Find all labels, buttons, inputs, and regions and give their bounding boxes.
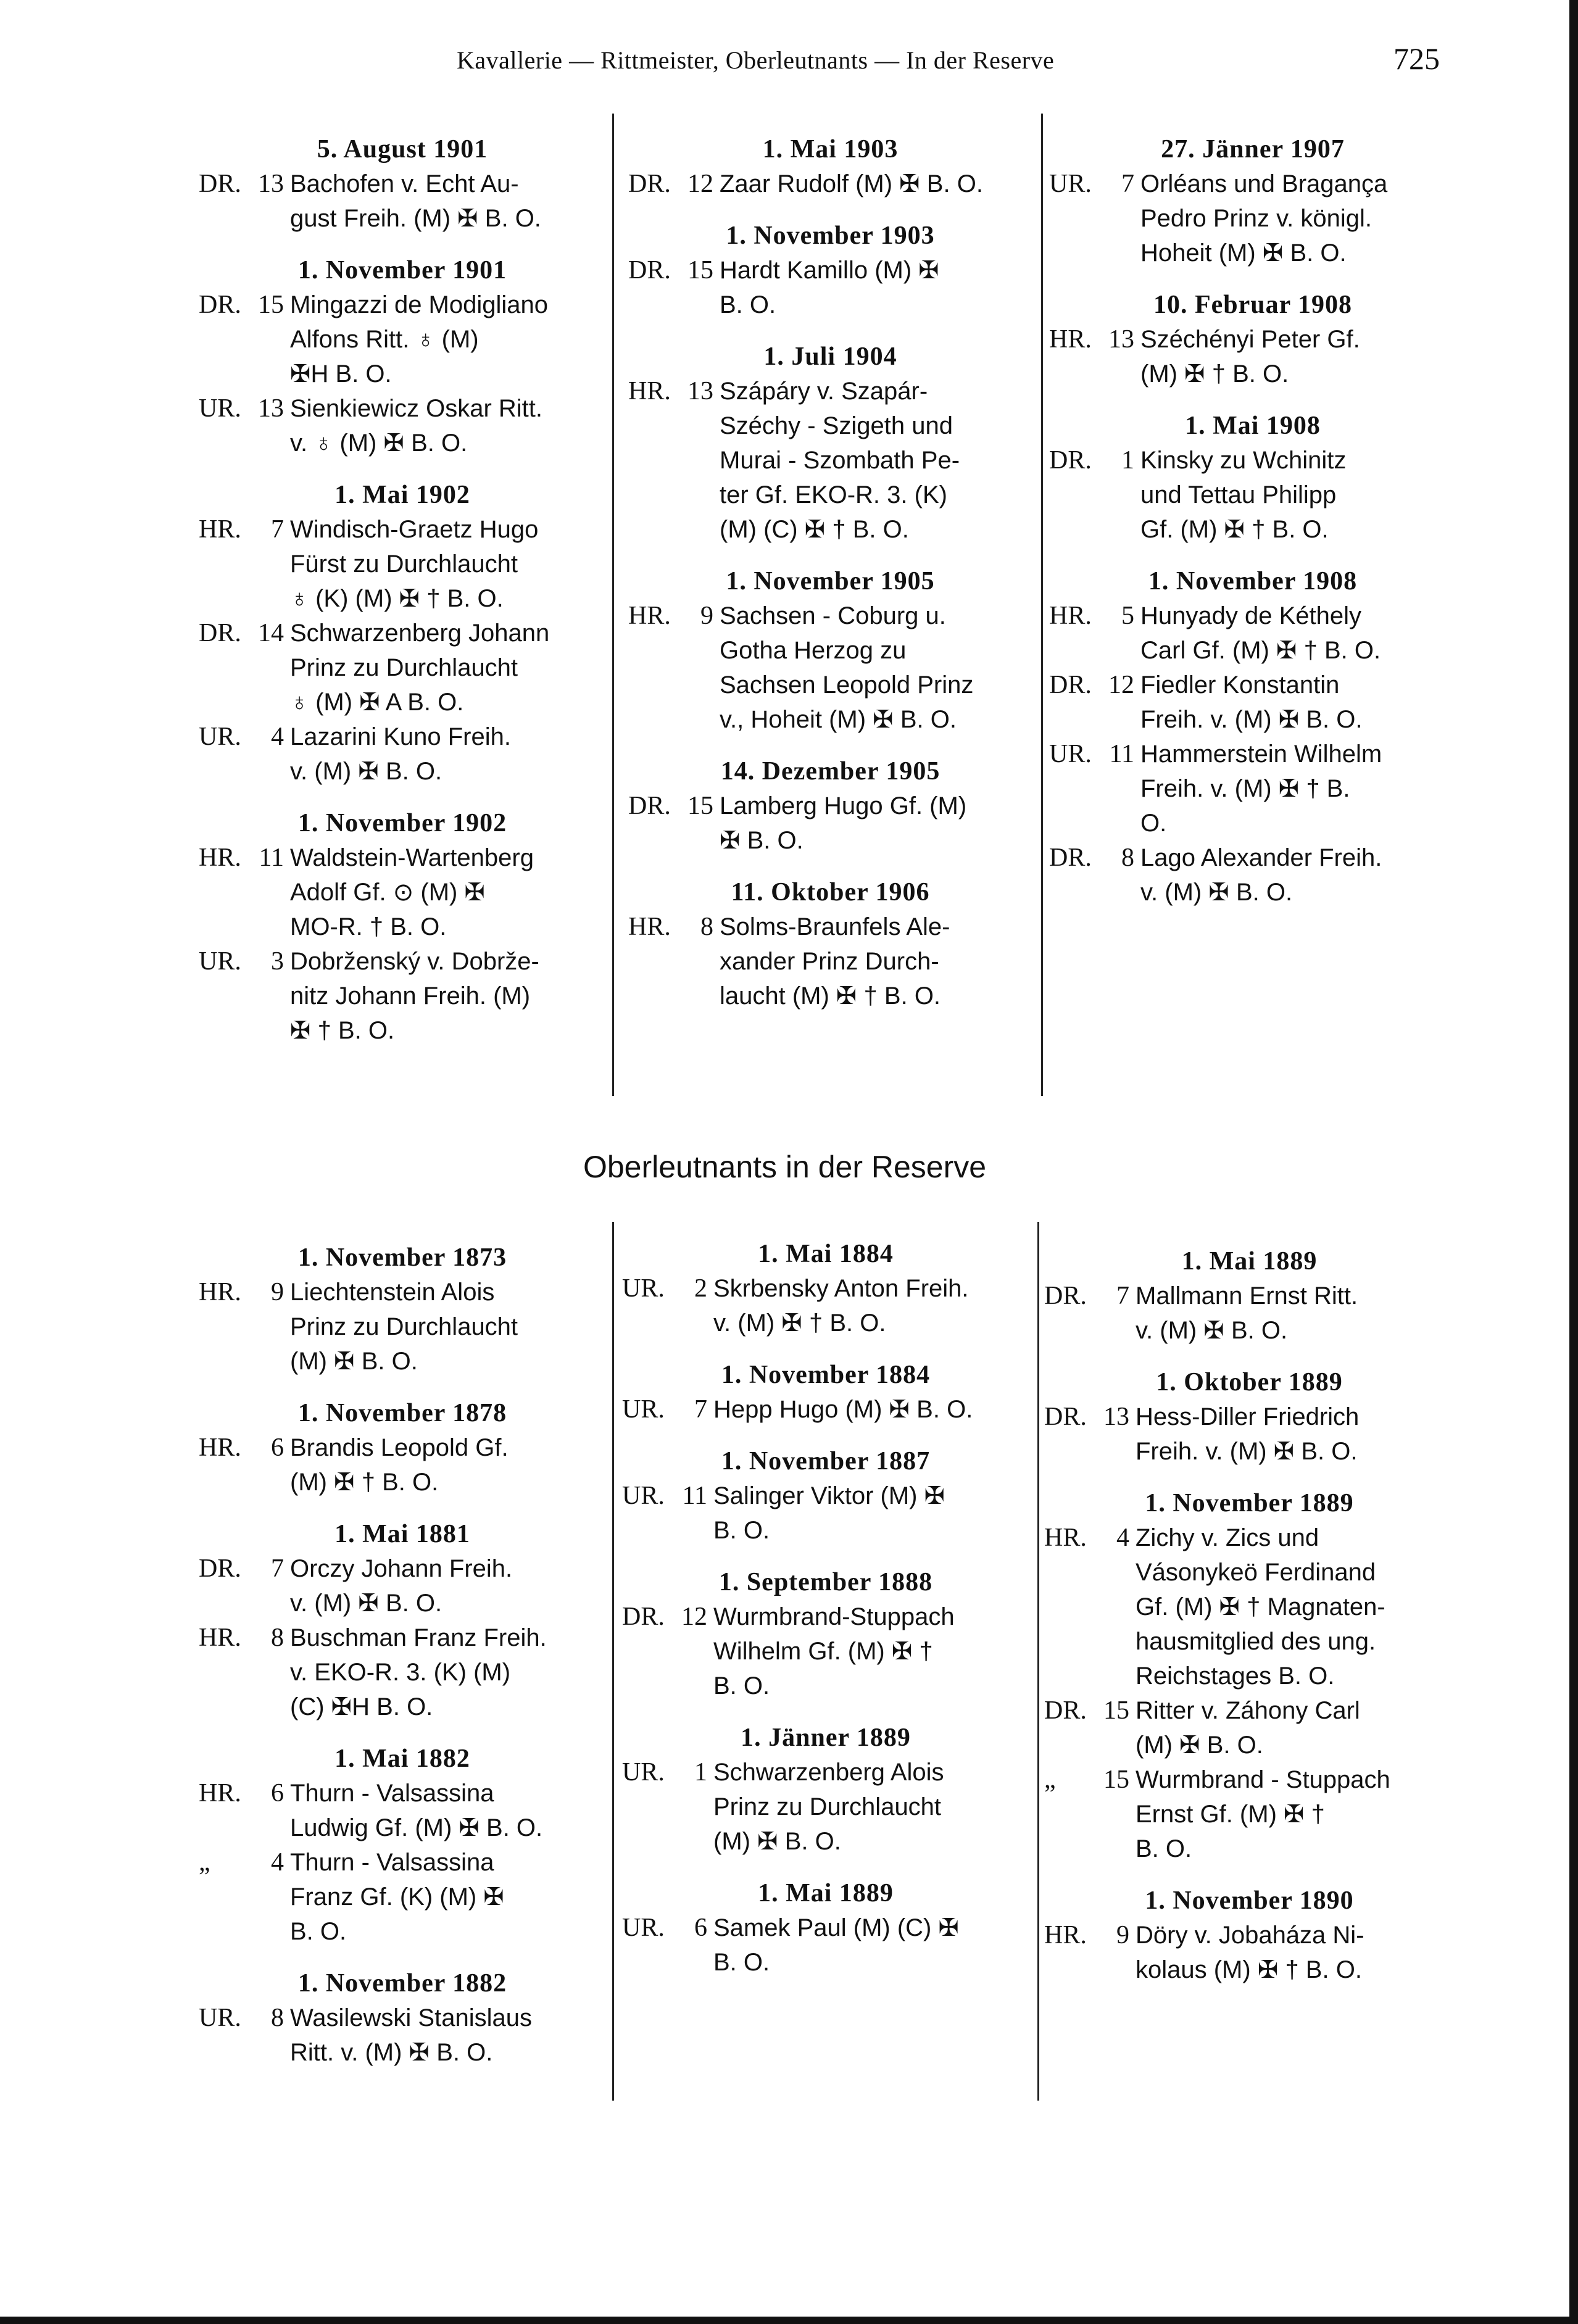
regiment-number: 15 — [258, 291, 284, 319]
roster-entry — [1049, 322, 1456, 391]
regiment-type: UR. — [199, 723, 241, 751]
regiment-number: 6 — [271, 1434, 284, 1462]
entry-text-line: (M) ✠ B. O. — [713, 1828, 841, 1855]
oberleutnants-column-3 — [1044, 1244, 1455, 1987]
regiment-type: DR. — [1044, 1696, 1087, 1725]
entry-text-line: Samek Paul (M) (C) ✠ — [713, 1914, 960, 1941]
entry-text-line: Skrbensky Anton Freih. — [713, 1275, 969, 1302]
roster-entry — [199, 616, 606, 720]
entry-text-line: Ritter v. Záhony Carl — [1136, 1697, 1360, 1724]
entry-text-line: Franz Gf. (K) (M) ✠ — [290, 1883, 504, 1911]
entry-text-line: Lazarini Kuno Freih. — [290, 723, 511, 750]
date-heading: 27. Jänner 1907 — [1161, 135, 1345, 164]
group-spacer — [622, 1703, 1029, 1720]
roster-entry — [199, 944, 606, 1048]
regiment-number: 4 — [271, 1848, 284, 1877]
date-heading: 11. Oktober 1906 — [731, 878, 930, 907]
roster-entry — [1044, 1521, 1455, 1693]
date-heading: 1. Mai 1884 — [758, 1240, 894, 1268]
group-spacer — [199, 1500, 606, 1517]
regiment-number: 1 — [1121, 446, 1134, 475]
roster-entry — [199, 1551, 606, 1621]
entry-text-line: MO-R. † B. O. — [290, 913, 447, 940]
roster-entry — [199, 167, 606, 236]
regiment-number: 3 — [271, 947, 284, 976]
date-heading: 5. August 1901 — [317, 135, 488, 164]
regiment-number: 15 — [687, 792, 713, 820]
roster-entry — [199, 2001, 606, 2070]
date-heading: 1. Mai 1903 — [762, 135, 899, 164]
regiment-number: 11 — [259, 844, 284, 872]
regiment-type: „ — [1044, 1766, 1056, 1794]
entry-text-line: ter Gf. EKO-R. 3. (K) — [720, 481, 947, 508]
regiment-type: UR. — [622, 1914, 665, 1942]
entry-text-line: hausmitglied des ung. — [1136, 1628, 1376, 1655]
regiment-number: 14 — [258, 619, 284, 647]
date-heading: 1. Jänner 1889 — [741, 1724, 911, 1752]
regiment-type: HR. — [199, 1278, 241, 1306]
section-heading: Oberleutnants in der Reserve — [583, 1150, 987, 1184]
regiment-type: HR. — [628, 602, 671, 630]
roster-entry — [199, 720, 606, 789]
page-edge-right — [1569, 0, 1578, 2324]
group-spacer — [199, 1949, 606, 1966]
regiment-type: UR. — [1049, 170, 1092, 198]
entry-text-line: Lamberg Hugo Gf. (M) — [720, 792, 967, 820]
entry-text-line: Prinz zu Durchlaucht — [713, 1793, 942, 1820]
entry-text-line: ✠ B. O. — [720, 827, 804, 854]
regiment-number: 7 — [694, 1395, 707, 1424]
entry-text-line: gust Freih. (M) ✠ B. O. — [290, 205, 541, 232]
date-heading: 1. Mai 1889 — [758, 1879, 894, 1907]
entry-text-line: v. (M) ✠ † B. O. — [713, 1309, 886, 1337]
entry-text-line: (M) ✠ B. O. — [1136, 1732, 1263, 1759]
regiment-type: UR. — [199, 394, 241, 423]
entry-text-line: (M) ✠ B. O. — [290, 1348, 418, 1375]
entry-text-line: Szápáry v. Szapár- — [720, 378, 928, 405]
entry-text-line: Thurn - Valsassina — [290, 1780, 494, 1807]
entry-text-line: Wilhelm Gf. (M) ✠ † — [713, 1638, 933, 1665]
entry-text-line: Hunyady de Kéthely — [1140, 602, 1362, 629]
roster-entry — [199, 840, 606, 944]
entry-text-line: kolaus (M) ✠ † B. O. — [1136, 1956, 1362, 1983]
date-heading: 1. November 1903 — [726, 222, 935, 250]
regiment-type: DR. — [1044, 1403, 1087, 1431]
regiment-type: HR. — [628, 913, 671, 941]
group-spacer — [628, 322, 1032, 339]
regiment-type: HR. — [628, 377, 671, 405]
date-heading: 1. November 1882 — [297, 1969, 507, 1998]
entry-text-line: Bachofen v. Echt Au- — [290, 170, 519, 197]
regiment-type: UR. — [199, 947, 241, 976]
entry-text-line: Mingazzi de Modigliano — [290, 291, 549, 318]
regiment-type: DR. — [199, 1554, 241, 1583]
regiment-type: UR. — [622, 1274, 665, 1303]
entry-text-line: v. (M) ✠ B. O. — [1140, 879, 1293, 906]
entry-text-line: Ritt. v. (M) ✠ B. O. — [290, 2039, 493, 2066]
rittmeister-column-3 — [1049, 132, 1456, 910]
group-spacer — [622, 1340, 1029, 1358]
roster-entry — [1044, 1762, 1455, 1866]
entry-text-line: v. ♁ (M) ✠ B. O. — [290, 430, 468, 457]
entry-text-line: Prinz zu Durchlaucht — [290, 1313, 518, 1340]
roster-entry — [628, 253, 1032, 322]
group-spacer — [622, 1859, 1029, 1876]
entry-text-line: Windisch-Graetz Hugo — [290, 516, 539, 543]
regiment-number: 13 — [1103, 1403, 1129, 1431]
entry-text-line: Pedro Prinz v. königl. — [1140, 205, 1372, 232]
entry-text-line: v. (M) ✠ B. O. — [1136, 1317, 1288, 1344]
entry-text-line: Carl Gf. (M) ✠ † B. O. — [1140, 637, 1381, 664]
roster-entry — [622, 1392, 1029, 1427]
regiment-number: 7 — [271, 515, 284, 544]
entry-text-line: Orczy Johann Freih. — [290, 1555, 513, 1582]
regiment-type: DR. — [1049, 844, 1092, 872]
entry-text-line: Schwarzenberg Alois — [713, 1759, 944, 1786]
group-spacer — [622, 1548, 1029, 1565]
entry-text-line: Ludwig Gf. (M) ✠ B. O. — [290, 1814, 543, 1841]
regiment-type: DR. — [1049, 671, 1092, 699]
entry-text-line: Brandis Leopold Gf. — [290, 1434, 509, 1461]
entry-text-line: Fiedler Konstantin — [1140, 671, 1340, 699]
regiment-type: DR. — [628, 170, 671, 198]
entry-text-line: B. O. — [290, 1918, 347, 1945]
rittmeister-column-2 — [628, 132, 1032, 1013]
roster-entry — [1044, 1279, 1455, 1348]
regiment-number: 13 — [258, 394, 284, 423]
entry-text-line: Hepp Hugo (M) ✠ B. O. — [713, 1396, 973, 1423]
entry-text-line: Zaar Rudolf (M) ✠ B. O. — [720, 170, 983, 197]
date-heading: 1. November 1887 — [721, 1447, 931, 1475]
entry-text-line: Freih. v. (M) ✠ B. O. — [1136, 1438, 1358, 1465]
column-divider — [612, 1222, 614, 2101]
roster-entry — [1049, 167, 1456, 270]
date-heading: 1. Juli 1904 — [763, 342, 897, 371]
entry-text-line: Wurmbrand - Stuppach — [1136, 1766, 1390, 1793]
regiment-number: 12 — [681, 1603, 707, 1631]
entry-text-line: Lago Alexander Freih. — [1140, 844, 1382, 871]
regiment-number: 6 — [271, 1779, 284, 1807]
group-spacer — [1044, 1469, 1455, 1486]
roster-entry — [199, 288, 606, 391]
entry-text-line: Mallmann Ernst Ritt. — [1136, 1282, 1358, 1309]
roster-entry — [622, 1600, 1029, 1703]
entry-text-line: Hammerstein Wilhelm — [1140, 741, 1382, 768]
date-heading: 1. November 1890 — [1145, 1886, 1354, 1915]
regiment-type: DR. — [628, 256, 671, 284]
entry-text-line: v. (M) ✠ B. O. — [290, 758, 442, 785]
entry-text-line: Ernst Gf. (M) ✠ † — [1136, 1801, 1325, 1828]
regiment-number: 1 — [694, 1758, 707, 1787]
roster-entry — [628, 167, 1032, 201]
entry-text-line: Vásonykeö Ferdinand — [1136, 1559, 1376, 1586]
entry-text-line: Széchy - Szigeth und — [720, 412, 953, 439]
regiment-number: 7 — [1116, 1282, 1129, 1310]
regiment-type: HR. — [199, 515, 241, 544]
group-spacer — [1049, 547, 1456, 564]
entry-text-line: Reichstages B. O. — [1136, 1662, 1335, 1690]
roster-entry — [628, 789, 1032, 858]
roster-entry — [1044, 1400, 1455, 1469]
roster-entry — [1049, 599, 1456, 668]
date-heading: 1. November 1905 — [726, 567, 935, 596]
regiment-type: DR. — [199, 291, 241, 319]
roster-entry — [199, 1845, 606, 1949]
group-spacer — [199, 789, 606, 806]
group-spacer — [1044, 1866, 1455, 1883]
entry-text-line: Liechtenstein Alois — [290, 1279, 495, 1306]
entry-text-line: Hoheit (M) ✠ B. O. — [1140, 239, 1347, 267]
entry-text-line: Prinz zu Durchlaucht — [290, 654, 518, 681]
date-heading: 1. Mai 1881 — [334, 1520, 470, 1548]
date-heading: 1. November 1908 — [1148, 567, 1358, 596]
rittmeister-column-1 — [199, 132, 606, 1048]
running-header: Kavallerie — Rittmeister, Oberleutnants — In der Reserve — [457, 46, 1055, 74]
group-spacer — [628, 858, 1032, 875]
roster-entry — [622, 1271, 1029, 1340]
entry-text-line: Wurmbrand-Stuppach — [713, 1603, 955, 1630]
regiment-number: 7 — [271, 1554, 284, 1583]
regiment-type: DR. — [1044, 1282, 1087, 1310]
entry-text-line: Hardt Kamillo (M) ✠ — [720, 257, 939, 284]
entry-text-line: Széchényi Peter Gf. — [1140, 326, 1360, 353]
entry-text-line: O. — [1140, 810, 1167, 837]
entry-text-line: ✠ † B. O. — [290, 1017, 395, 1044]
regiment-number: 13 — [687, 377, 713, 405]
column-divider — [1041, 114, 1043, 1096]
regiment-number: 4 — [1116, 1524, 1129, 1552]
entry-text-line: B. O. — [1136, 1835, 1192, 1862]
entry-text-line: Wasilewski Stanislaus — [290, 2004, 532, 2031]
entry-text-line: Gf. (M) ✠ † B. O. — [1140, 516, 1329, 543]
group-spacer — [628, 547, 1032, 564]
regiment-number: 11 — [682, 1482, 707, 1510]
date-heading: 1. November 1901 — [297, 256, 507, 284]
regiment-type: „ — [199, 1848, 210, 1877]
group-spacer — [1049, 391, 1456, 409]
regiment-number: 9 — [1116, 1921, 1129, 1949]
page-edge-bottom — [0, 2317, 1578, 2324]
entry-text-line: Waldstein-Wartenberg — [290, 844, 534, 871]
entry-text-line: (M) (C) ✠ † B. O. — [720, 516, 909, 543]
date-heading: 1. Oktober 1889 — [1156, 1368, 1343, 1396]
entry-text-line: B. O. — [720, 291, 776, 318]
regiment-number: 6 — [694, 1914, 707, 1942]
roster-entry — [1049, 443, 1456, 547]
roster-entry — [628, 599, 1032, 737]
date-heading: 1. Mai 1889 — [1181, 1247, 1318, 1276]
roster-entry — [1049, 840, 1456, 910]
roster-entry — [1044, 1693, 1455, 1762]
regiment-number: 8 — [700, 913, 713, 941]
entry-text-line: Kinsky zu Wchinitz — [1140, 447, 1347, 474]
regiment-number: 13 — [258, 170, 284, 198]
entry-text-line: Hess-Diller Friedrich — [1136, 1403, 1360, 1430]
date-heading: 1. November 1873 — [297, 1243, 507, 1272]
entry-text-line: Sachsen - Coburg u. — [720, 602, 946, 629]
entry-text-line: v., Hoheit (M) ✠ B. O. — [720, 706, 957, 733]
group-spacer — [199, 1724, 606, 1741]
date-heading: 1. Mai 1908 — [1185, 412, 1321, 440]
date-heading: 1. November 1902 — [297, 809, 507, 837]
entry-text-line: Alfons Ritt. ♁ (M) — [290, 326, 479, 353]
entry-text-line: ♁ (K) (M) ✠ † B. O. — [290, 585, 504, 612]
date-heading: 1. September 1888 — [718, 1568, 933, 1596]
entry-text-line: v. (M) ✠ B. O. — [290, 1590, 442, 1617]
roster-entry — [1044, 1918, 1455, 1987]
entry-text-line: Orléans und Bragança — [1140, 170, 1388, 197]
regiment-number: 4 — [271, 723, 284, 751]
regiment-number: 7 — [1121, 170, 1134, 198]
group-spacer — [199, 460, 606, 478]
oberleutnants-column-2 — [622, 1237, 1029, 1980]
entry-text-line: Dobrženský v. Dobrže- — [290, 948, 539, 975]
entry-text-line: Salinger Viktor (M) ✠ — [713, 1482, 945, 1509]
group-spacer — [199, 1379, 606, 1396]
entry-text-line: Döry v. Jobaháza Ni- — [1136, 1922, 1364, 1949]
regiment-type: DR. — [622, 1603, 665, 1631]
roster-entry — [199, 1430, 606, 1500]
roster-entry — [622, 1479, 1029, 1548]
entry-text-line: v. EKO-R. 3. (K) (M) — [290, 1659, 511, 1686]
date-heading: 14. Dezember 1905 — [720, 757, 941, 786]
roster-entry — [628, 374, 1032, 547]
entry-text-line: Solms-Braunfels Ale- — [720, 913, 950, 940]
regiment-type: HR. — [1044, 1921, 1087, 1949]
regiment-type: DR. — [199, 170, 241, 198]
regiment-type: HR. — [199, 1624, 241, 1652]
roster-entry — [628, 910, 1032, 1013]
entry-text-line: ✠H B. O. — [290, 360, 392, 388]
entry-text-line: Sachsen Leopold Prinz — [720, 671, 974, 699]
roster-entry — [622, 1755, 1029, 1859]
entry-text-line: Murai - Szombath Pe- — [720, 447, 960, 474]
date-heading: 1. Mai 1882 — [334, 1745, 470, 1773]
entry-text-line: (M) ✠ † B. O. — [1140, 360, 1289, 388]
regiment-number: 13 — [1108, 325, 1134, 354]
entry-text-line: Freih. v. (M) ✠ B. O. — [1140, 706, 1363, 733]
entry-text-line: xander Prinz Durch- — [720, 948, 939, 975]
regiment-number: 12 — [1108, 671, 1134, 699]
roster-entry — [199, 1776, 606, 1845]
date-heading: 10. Februar 1908 — [1153, 291, 1353, 319]
regiment-type: HR. — [199, 1434, 241, 1462]
date-heading: 1. November 1884 — [721, 1361, 931, 1389]
column-divider — [1037, 1222, 1039, 2101]
regiment-number: 15 — [1103, 1696, 1129, 1725]
regiment-type: DR. — [199, 619, 241, 647]
roster-entry — [622, 1911, 1029, 1980]
entry-text-line: Freih. v. (M) ✠ † B. — [1140, 775, 1350, 802]
group-spacer — [1044, 1348, 1455, 1365]
entry-text-line: laucht (M) ✠ † B. O. — [720, 982, 941, 1010]
entry-text-line: Gf. (M) ✠ † Magnaten- — [1136, 1593, 1385, 1621]
entry-text-line: B. O. — [713, 1517, 770, 1544]
roster-entry — [1049, 737, 1456, 840]
regiment-type: DR. — [628, 792, 671, 820]
entry-text-line: Fürst zu Durchlaucht — [290, 550, 518, 578]
regiment-type: HR. — [1049, 325, 1092, 354]
entry-text-line: und Tettau Philipp — [1140, 481, 1337, 508]
regiment-number: 8 — [1121, 844, 1134, 872]
regiment-type: HR. — [1049, 602, 1092, 630]
entry-text-line: nitz Johann Freih. (M) — [290, 982, 531, 1010]
entry-text-line: B. O. — [713, 1949, 770, 1976]
regiment-type: HR. — [199, 1779, 241, 1807]
group-spacer — [628, 201, 1032, 218]
entry-text-line: Zichy v. Zics und — [1136, 1524, 1319, 1551]
regiment-number: 2 — [694, 1274, 707, 1303]
entry-text-line: (C) ✠H B. O. — [290, 1693, 433, 1720]
entry-text-line: Gotha Herzog zu — [720, 637, 907, 664]
regiment-number: 5 — [1121, 602, 1134, 630]
roster-entry — [199, 512, 606, 616]
regiment-type: UR. — [1049, 740, 1092, 768]
entry-text-line: Thurn - Valsassina — [290, 1849, 494, 1876]
regiment-number: 8 — [271, 2004, 284, 2032]
date-heading: 1. November 1878 — [297, 1399, 507, 1427]
regiment-type: UR. — [622, 1395, 665, 1424]
regiment-type: UR. — [199, 2004, 241, 2032]
regiment-type: UR. — [622, 1758, 665, 1787]
regiment-number: 11 — [1109, 740, 1134, 768]
date-heading: 1. November 1889 — [1145, 1489, 1354, 1517]
regiment-number: 12 — [687, 170, 713, 198]
regiment-number: 15 — [687, 256, 713, 284]
entry-text-line: Adolf Gf. ⊙ (M) ✠ — [290, 879, 485, 906]
date-heading: 1. Mai 1902 — [334, 481, 470, 509]
group-spacer — [199, 236, 606, 253]
regiment-type: DR. — [1049, 446, 1092, 475]
regiment-number: 9 — [700, 602, 713, 630]
regiment-type: HR. — [1044, 1524, 1087, 1552]
group-spacer — [1049, 270, 1456, 288]
regiment-number: 15 — [1103, 1766, 1129, 1794]
entry-text-line: Buschman Franz Freih. — [290, 1624, 547, 1651]
group-spacer — [628, 737, 1032, 754]
roster-entry — [1049, 668, 1456, 737]
entry-text-line: (M) ✠ † B. O. — [290, 1469, 439, 1496]
regiment-type: UR. — [622, 1482, 665, 1510]
column-divider — [612, 114, 614, 1096]
entry-text-line: B. O. — [713, 1672, 770, 1699]
entry-text-line: Sienkiewicz Oskar Ritt. — [290, 395, 542, 422]
regiment-number: 9 — [271, 1278, 284, 1306]
regiment-type: HR. — [199, 844, 241, 872]
entry-text-line: Schwarzenberg Johann — [290, 620, 550, 647]
page-number: 725 — [1393, 41, 1440, 76]
entry-text-line: ♁ (M) ✠ A B. O. — [290, 689, 464, 716]
roster-entry — [199, 391, 606, 460]
group-spacer — [622, 1427, 1029, 1444]
oberleutnants-column-1 — [199, 1240, 606, 2070]
regiment-number: 8 — [271, 1624, 284, 1652]
roster-entry — [199, 1275, 606, 1379]
roster-entry — [199, 1621, 606, 1724]
